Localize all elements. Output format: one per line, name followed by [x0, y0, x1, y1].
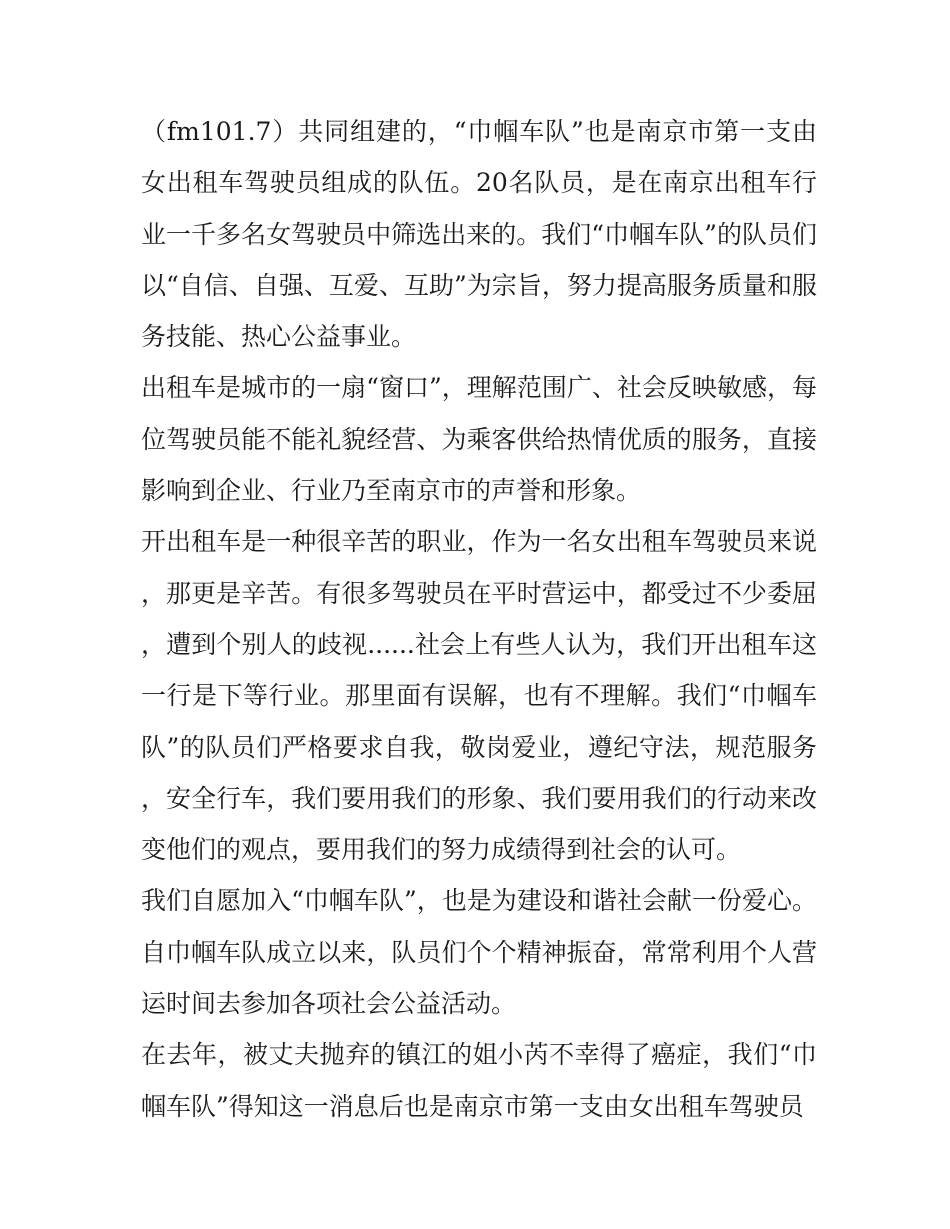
document-body [141, 106, 817, 1132]
paragraph-2: 出租车是城市的一扇“窗口”，理解范围广、社会反映敏感，每位驾驶员能不能礼貌经营、为乘客供给热情优质的服务，直接影响到企业、行业乃至南京市的声誉和形象。 [141, 373, 817, 506]
paragraph-1: （fm101.7）共同组建的，“巾帼车队”也是南京市第一支由女出租车驾驶员组成的队伍。20名队员，是在南京出租车行业一千多名女驾驶员中筛选出来的。我们“巾帼车队”的队员们以“自信、自强、互爱、互助”为宗旨，努力提高服务质量和服务技能、热心公益事业。 [141, 117, 817, 352]
paragraph-5: 在去年，被丈夫抛弃的镇江的姐小芮不幸得了癌症，我们“巾帼车队”得知这一消息后也是南京市第一支由女出租车驾驶员 [141, 1040, 817, 1121]
paragraph-4: 我们自愿加入“巾帼车队”，也是为建设和谐社会献一份爱心。自巾帼车队成立以来，队员们个个精神振奋，常常利用个人营运时间去参加各项社会公益活动。 [141, 886, 817, 1019]
paragraph-3: 开出租车是一种很辛苦的职业，作为一名女出租车驾驶员来说，那更是辛苦。有很多驾驶员在平时营运中，都受过不少委屈，遭到个别人的歧视......社会上有些人认为，我们开出租车这一行是下等行业。那里面有误解，也有不理解。我们“巾帼车队”的队员们严格要求自我，敬岗爱业，遵纪守法，规范服务，安全行车，我们要用我们的形象、我们要用我们的行动来改变他们的观点，要用我们的努力成绩得到社会的认可。 [141, 527, 817, 865]
